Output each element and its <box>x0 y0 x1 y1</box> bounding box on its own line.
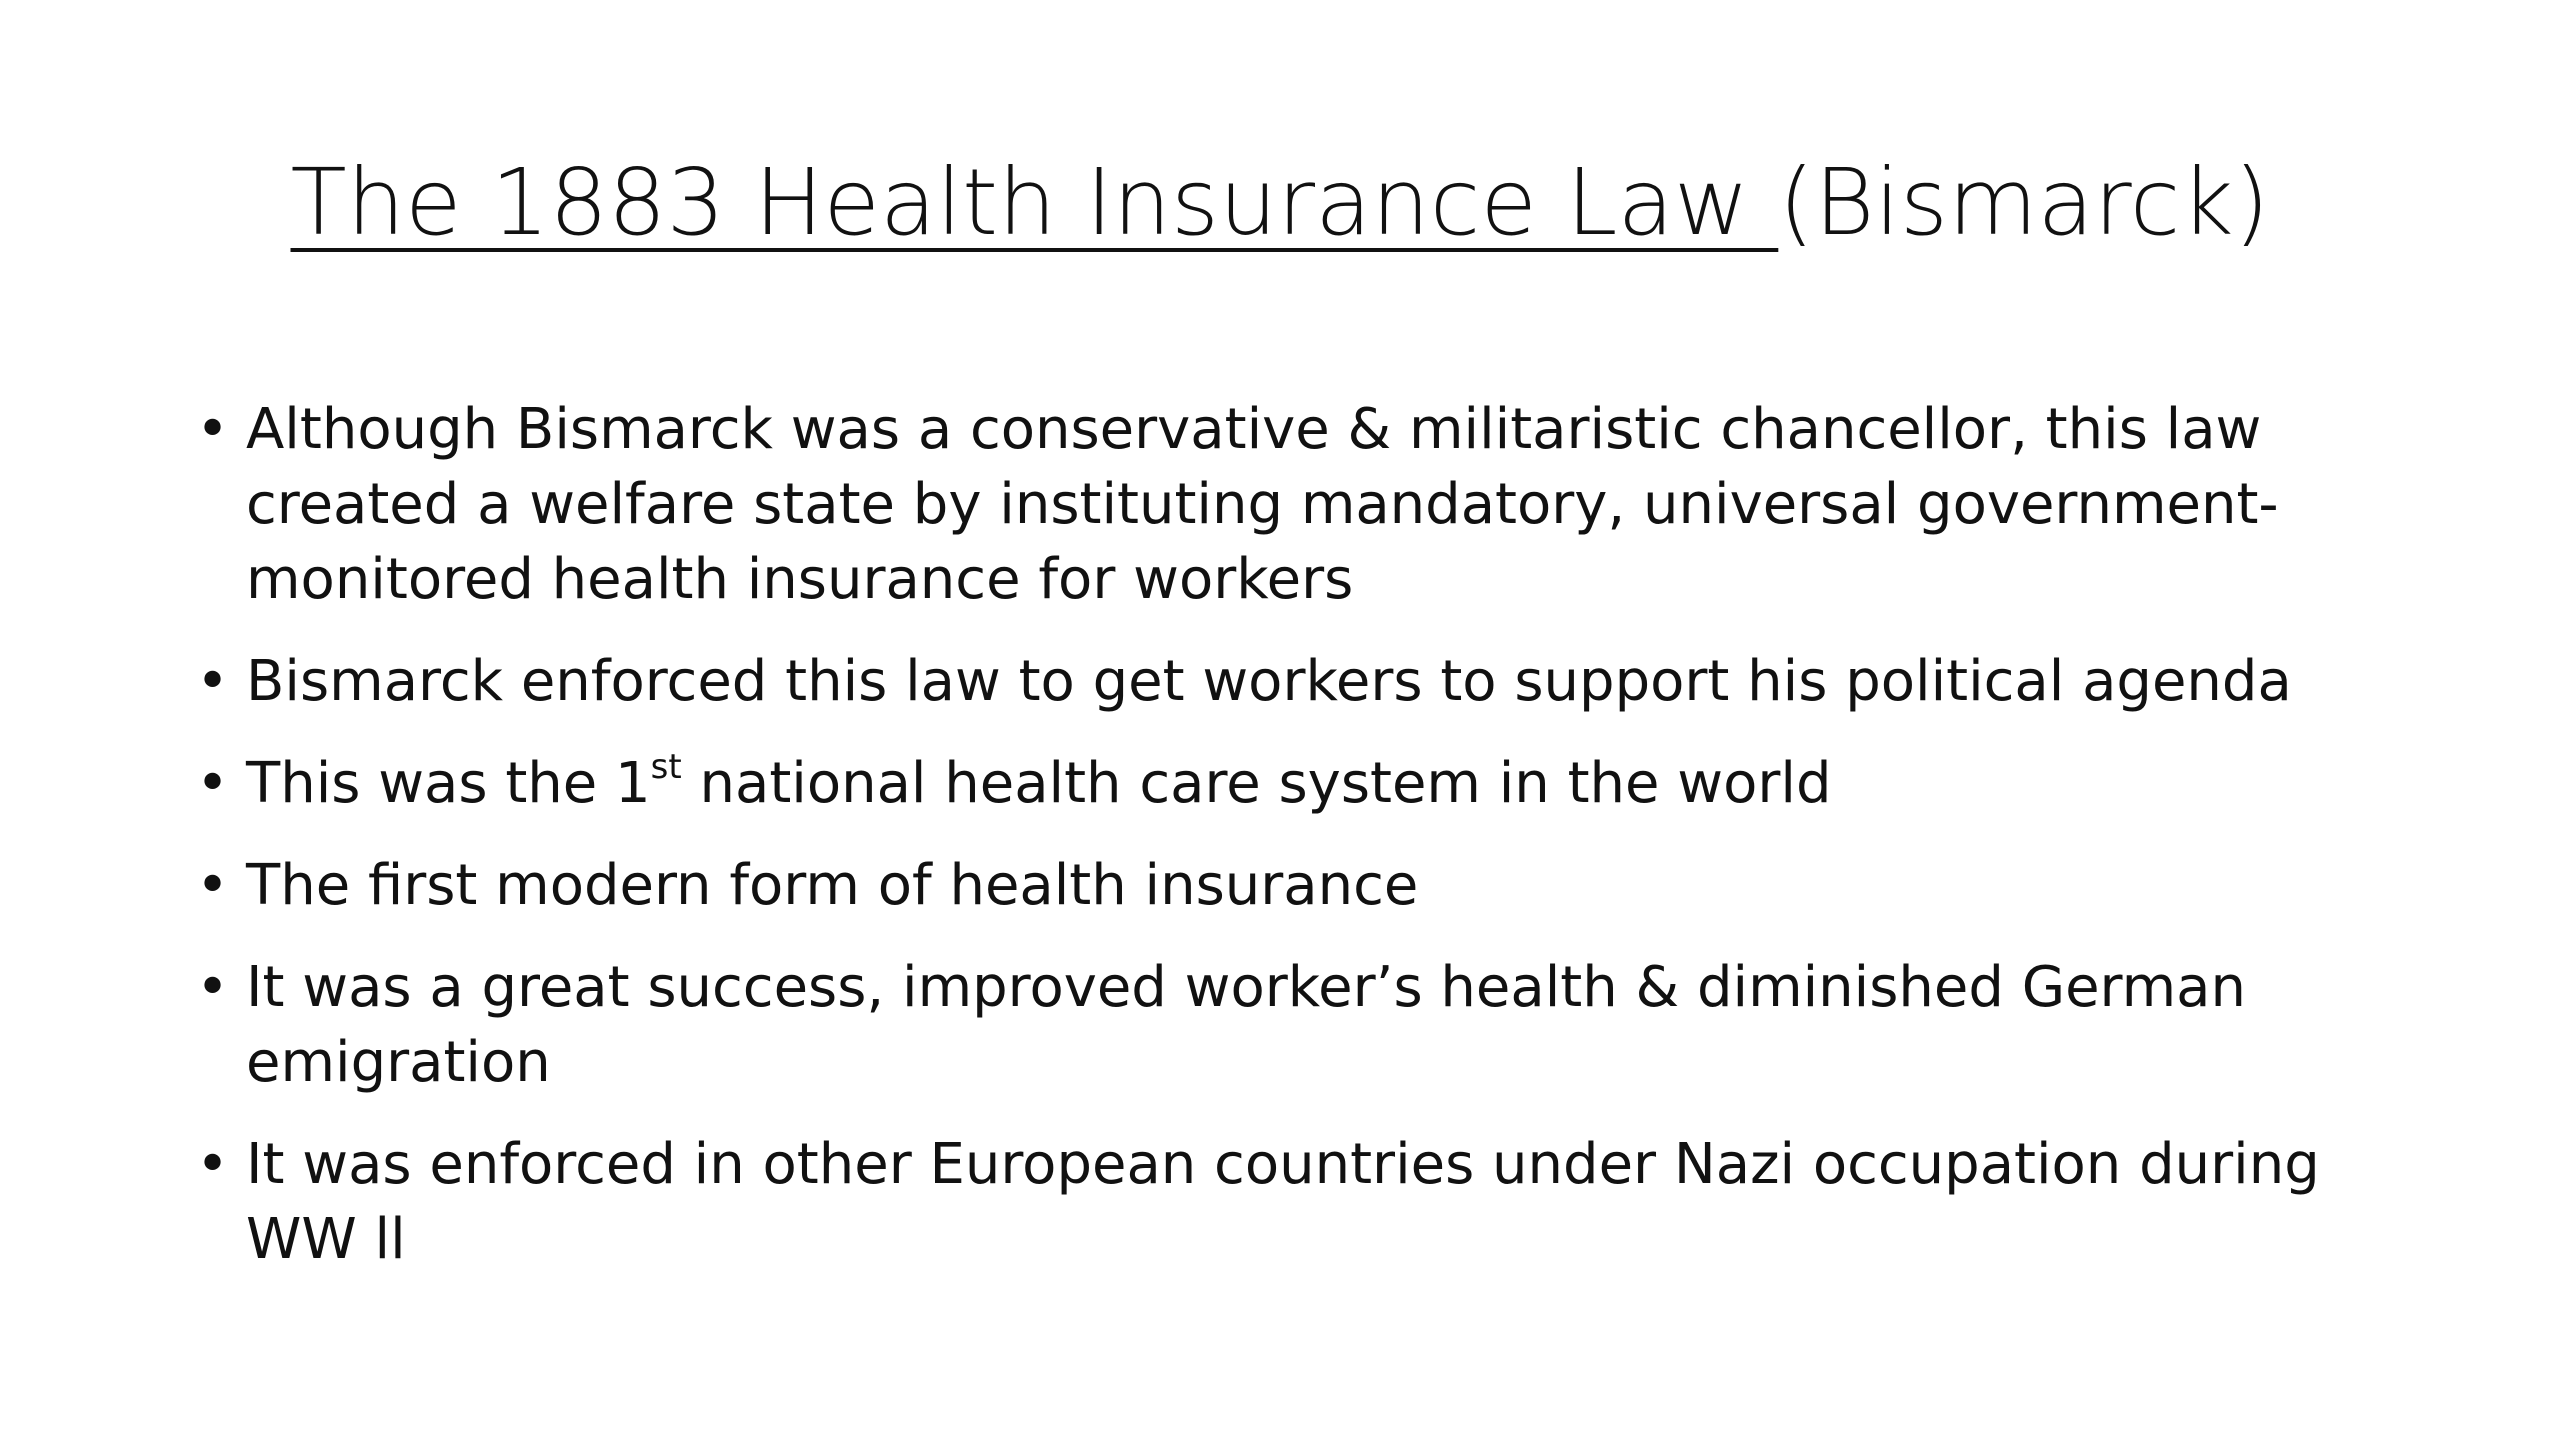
bullet-icon: • <box>196 649 230 714</box>
ordinal-superscript: st <box>650 747 682 787</box>
slide-title-underlined: The 1883 Health Insurance Law <box>290 149 1779 256</box>
bullet-text: The first modern form of health insurance <box>246 853 1419 918</box>
bullet-item <box>196 392 2426 617</box>
bullet-text <box>246 747 1832 816</box>
bullet-icon: • <box>196 955 230 1020</box>
bullet-icon: • <box>196 397 230 462</box>
bullet-item <box>196 950 2426 1100</box>
bullet-icon: • <box>196 1132 230 1197</box>
bullet-text-post: national health care system in the world <box>681 751 1832 816</box>
bullet-item <box>196 746 2426 821</box>
bullet-text: It was a great success, improved worker’s health & diminished German emigration <box>246 955 2246 1095</box>
bullet-text-pre: This was the 1 <box>246 751 651 816</box>
bullet-list <box>196 392 2426 1304</box>
bullet-icon: • <box>196 853 230 918</box>
bullet-icon: • <box>196 751 230 816</box>
slide-title-rest: (Bismarck) <box>1778 149 2270 256</box>
slide-title <box>0 150 2560 256</box>
bullet-item <box>196 848 2426 923</box>
bullet-text: Although Bismarck was a conservative & militaristic chancellor, this law created a welfare state by instituting mandatory, universal government-monitored health insurance for workers <box>246 397 2279 612</box>
bullet-text: It was enforced in other European countries under Nazi occupation during WW ll <box>246 1132 2320 1272</box>
bullet-item <box>196 1127 2426 1277</box>
bullet-item <box>196 644 2426 719</box>
bullet-text: Bismarck enforced this law to get workers to support his political agenda <box>246 649 2292 714</box>
